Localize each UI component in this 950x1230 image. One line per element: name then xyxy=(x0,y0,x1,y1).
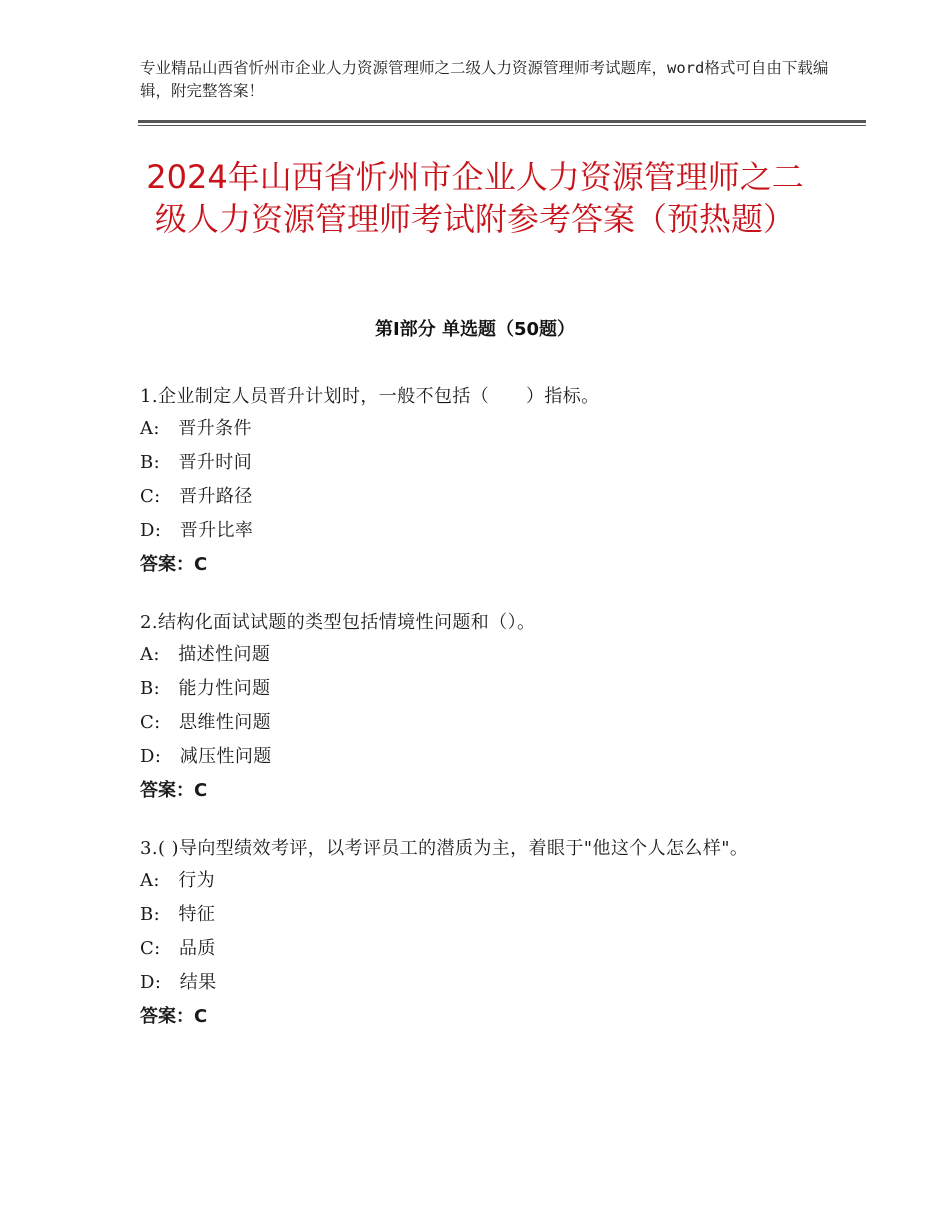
answer: 答案：C xyxy=(140,554,208,575)
answer: 答案：C xyxy=(140,1006,208,1027)
option-a: A: 描述性问题 xyxy=(140,644,271,665)
question-1 xyxy=(140,382,820,582)
option-b: B: 晋升时间 xyxy=(140,452,253,473)
section-title: 第Ⅰ部分 单选题（50题） xyxy=(374,319,575,340)
question-stem: 1.企业制定人员晋升计划时，一般不包括（ ）指标。 xyxy=(140,386,600,407)
option-d: D: 晋升比率 xyxy=(140,520,254,541)
question-2 xyxy=(140,608,820,808)
header-note: 专业精品山西省忻州市企业人力资源管理师之二级人力资源管理师考试题库，word格式可自由下载编辑，附完整答案！ xyxy=(140,59,829,100)
option-c: C: 思维性问题 xyxy=(140,712,272,733)
question-list xyxy=(140,382,820,1060)
option-a: A: 行为 xyxy=(140,870,216,891)
option-b: B: 能力性问题 xyxy=(140,678,271,699)
question-stem: 3.( )导向型绩效考评，以考评员工的潜质为主，着眼于"他这个人怎么样"。 xyxy=(140,838,749,859)
header-divider-thick xyxy=(138,120,866,123)
option-d: D: 减压性问题 xyxy=(140,746,272,767)
option-c: C: 晋升路径 xyxy=(140,486,253,507)
answer: 答案：C xyxy=(140,780,208,801)
option-b: B: 特征 xyxy=(140,904,216,925)
header-divider-thin xyxy=(138,125,866,126)
option-d: D: 结果 xyxy=(140,972,217,993)
question-stem: 2.结构化面试试题的类型包括情境性问题和（）。 xyxy=(140,612,536,633)
option-a: A: 晋升条件 xyxy=(140,418,252,439)
question-3 xyxy=(140,834,820,1034)
option-c: C: 品质 xyxy=(140,938,216,959)
document-title: 2024年山西省忻州市企业人力资源管理师之二级人力资源管理师考试附参考答案（预热题） xyxy=(146,158,804,238)
